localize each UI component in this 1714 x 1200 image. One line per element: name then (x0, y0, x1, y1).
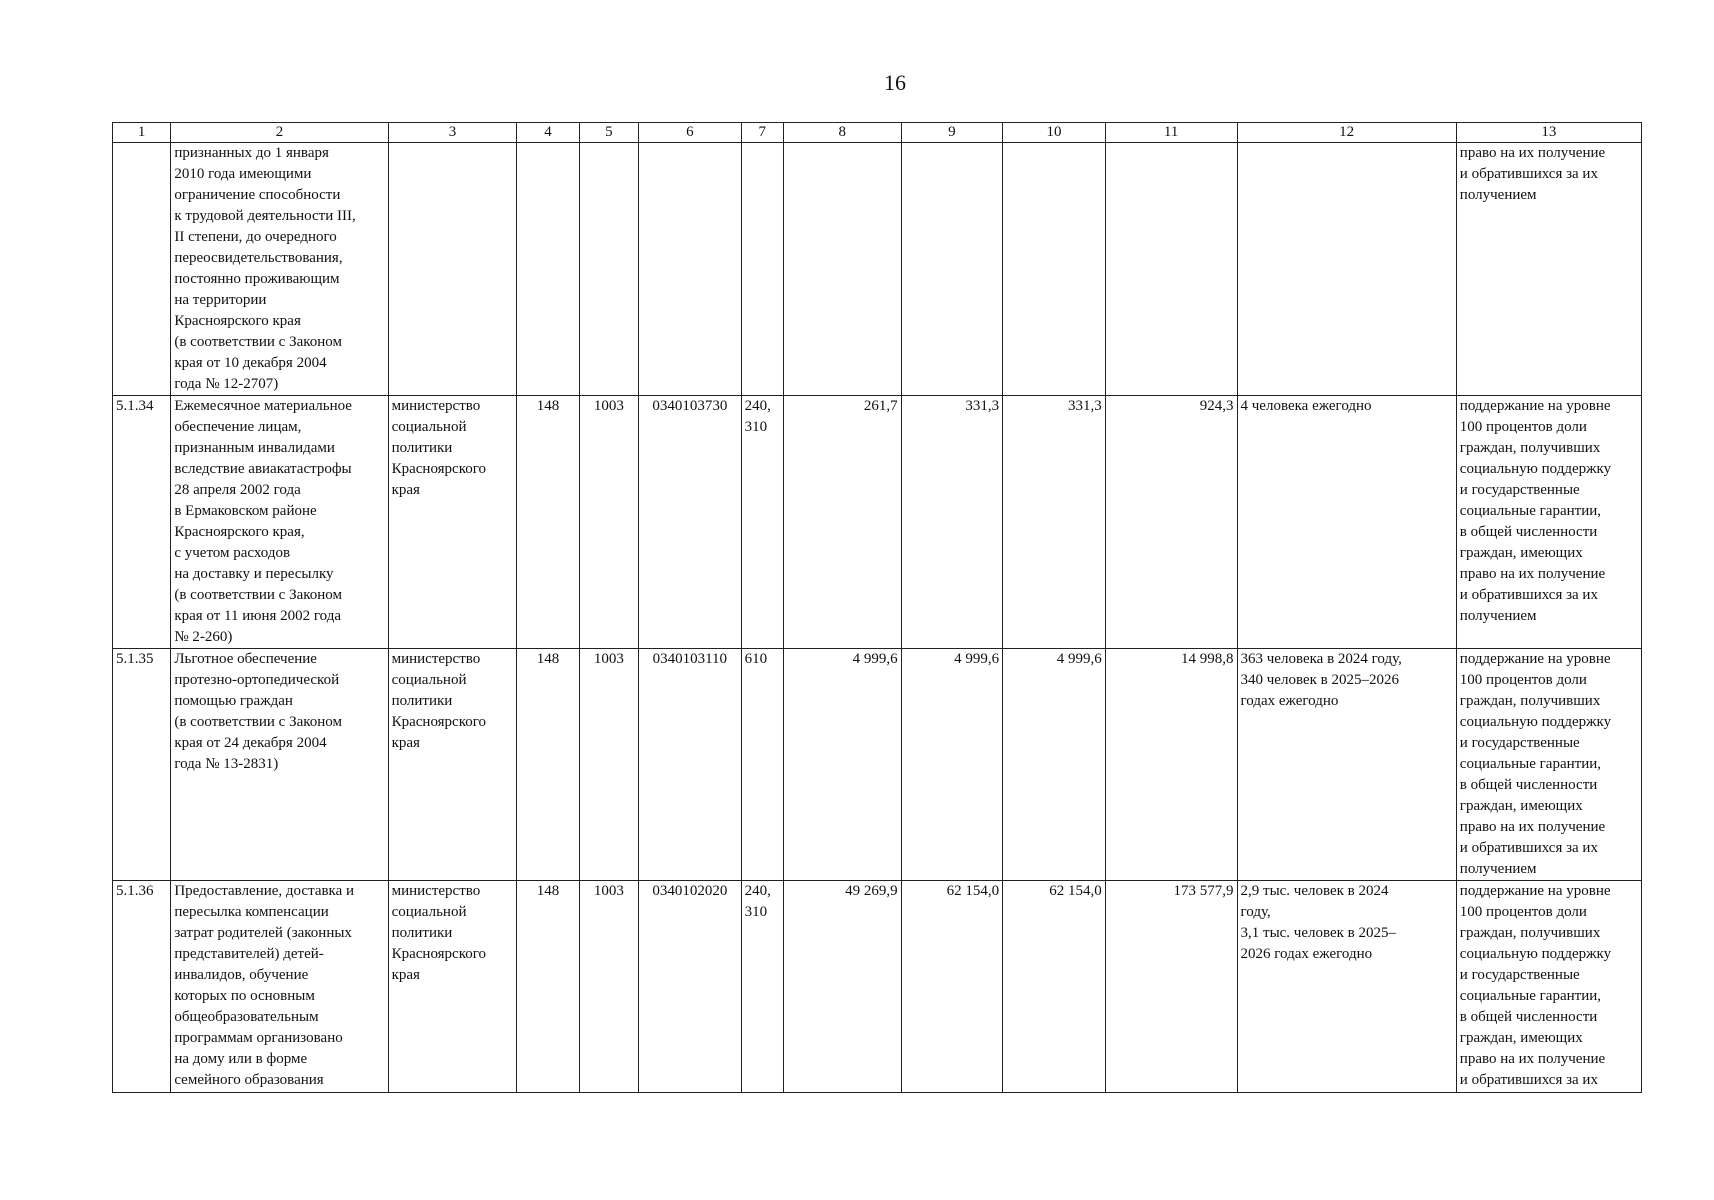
header-cell: 9 (901, 123, 1003, 143)
executor (388, 143, 517, 396)
measure-name: Льготное обеспечение протезно-ортопедической помощью граждан (в соответствии с Законом края от 24 декабря 2004 года № 13-2831) (171, 649, 388, 881)
amount-total (1105, 143, 1237, 396)
amount-total: 14 998,8 (1105, 649, 1237, 881)
amount-2024: 4 999,6 (783, 649, 901, 881)
expected-result (1237, 143, 1456, 396)
header-cell: 6 (639, 123, 742, 143)
header-cell: 8 (783, 123, 901, 143)
header-cell: 5 (579, 123, 638, 143)
header-cell: 3 (388, 123, 517, 143)
code-rzpr: 1003 (579, 649, 638, 881)
code-csr: 0340103730 (639, 396, 742, 649)
header-cell: 7 (741, 123, 783, 143)
expected-result: 4 человека ежегодно (1237, 396, 1456, 649)
amount-total: 173 577,9 (1105, 881, 1237, 1093)
amount-2025: 62 154,0 (901, 881, 1003, 1093)
amount-2024: 261,7 (783, 396, 901, 649)
page-number: 16 (884, 70, 906, 95)
code-csr (639, 143, 742, 396)
code-vr: 240, 310 (741, 881, 783, 1093)
code-vr (741, 143, 783, 396)
amount-2025 (901, 143, 1003, 396)
code-grbs: 148 (517, 649, 579, 881)
target-indicator: поддержание на уровне 100 процентов доли граждан, получивших социальную поддержку и государственные социальные гарантии, в общей численности граждан, имеющих право на их получение и обратившихся за их получением (1456, 649, 1641, 881)
table-row (113, 881, 1642, 1093)
measure-name: Предоставление, доставка и пересылка компенсации затрат родителей (законных представителей) детей- инвалидов, обучение которых по основным общеобразовательным программам организовано на дому или в форме семейного образования (171, 881, 388, 1093)
row-number: 5.1.36 (113, 881, 171, 1093)
amount-2024 (783, 143, 901, 396)
measure-name: Ежемесячное материальное обеспечение лицам, признанным инвалидами вследствие авиакатастрофы 28 апреля 2002 года в Ермаковском районе Красноярского края, с учетом расходов на доставку и пересылку (в соответствии с Законом края от 11 июня 2002 года № 2-260) (171, 396, 388, 649)
code-grbs (517, 143, 579, 396)
code-grbs: 148 (517, 881, 579, 1093)
header-row (113, 123, 1642, 143)
executor: министерство социальной политики Красноярского края (388, 649, 517, 881)
code-csr: 0340102020 (639, 881, 742, 1093)
program-table (112, 122, 1642, 1093)
code-vr: 240, 310 (741, 396, 783, 649)
header-cell: 4 (517, 123, 579, 143)
amount-total: 924,3 (1105, 396, 1237, 649)
table-row (113, 649, 1642, 881)
code-grbs: 148 (517, 396, 579, 649)
amount-2026: 331,3 (1003, 396, 1106, 649)
measure-name: признанных до 1 января 2010 года имеющими ограничение способности к трудовой деятельности III, II степени, до очередного переосвидетельствования, постоянно проживающим на территории Красноярского края (в соответствии с Законом края от 10 декабря 2004 года № 12-2707) (171, 143, 388, 396)
header-cell: 13 (1456, 123, 1641, 143)
executor: министерство социальной политики Красноярского края (388, 881, 517, 1093)
row-number: 5.1.34 (113, 396, 171, 649)
amount-2026 (1003, 143, 1106, 396)
amount-2025: 4 999,6 (901, 649, 1003, 881)
amount-2024: 49 269,9 (783, 881, 901, 1093)
header-cell: 11 (1105, 123, 1237, 143)
header-cell: 1 (113, 123, 171, 143)
code-vr: 610 (741, 649, 783, 881)
expected-result: 2,9 тыс. человек в 2024 году, 3,1 тыс. человек в 2025– 2026 годах ежегодно (1237, 881, 1456, 1093)
table-row (113, 143, 1642, 396)
code-rzpr (579, 143, 638, 396)
code-rzpr: 1003 (579, 881, 638, 1093)
target-indicator: право на их получение и обратившихся за их получением (1456, 143, 1641, 396)
header-cell: 12 (1237, 123, 1456, 143)
code-csr: 0340103110 (639, 649, 742, 881)
header-cell: 10 (1003, 123, 1106, 143)
executor: министерство социальной политики Красноярского края (388, 396, 517, 649)
expected-result: 363 человека в 2024 году, 340 человек в 2025–2026 годах ежегодно (1237, 649, 1456, 881)
target-indicator: поддержание на уровне 100 процентов доли граждан, получивших социальную поддержку и государственные социальные гарантии, в общей численности граждан, имеющих право на их получение и обратившихся за их получением (1456, 396, 1641, 649)
target-indicator: поддержание на уровне 100 процентов доли граждан, получивших социальную поддержку и государственные социальные гарантии, в общей численности граждан, имеющих право на их получение и обратившихся за их (1456, 881, 1641, 1093)
amount-2026: 4 999,6 (1003, 649, 1106, 881)
row-number (113, 143, 171, 396)
row-number: 5.1.35 (113, 649, 171, 881)
amount-2026: 62 154,0 (1003, 881, 1106, 1093)
amount-2025: 331,3 (901, 396, 1003, 649)
table-row (113, 396, 1642, 649)
code-rzpr: 1003 (579, 396, 638, 649)
header-cell: 2 (171, 123, 388, 143)
